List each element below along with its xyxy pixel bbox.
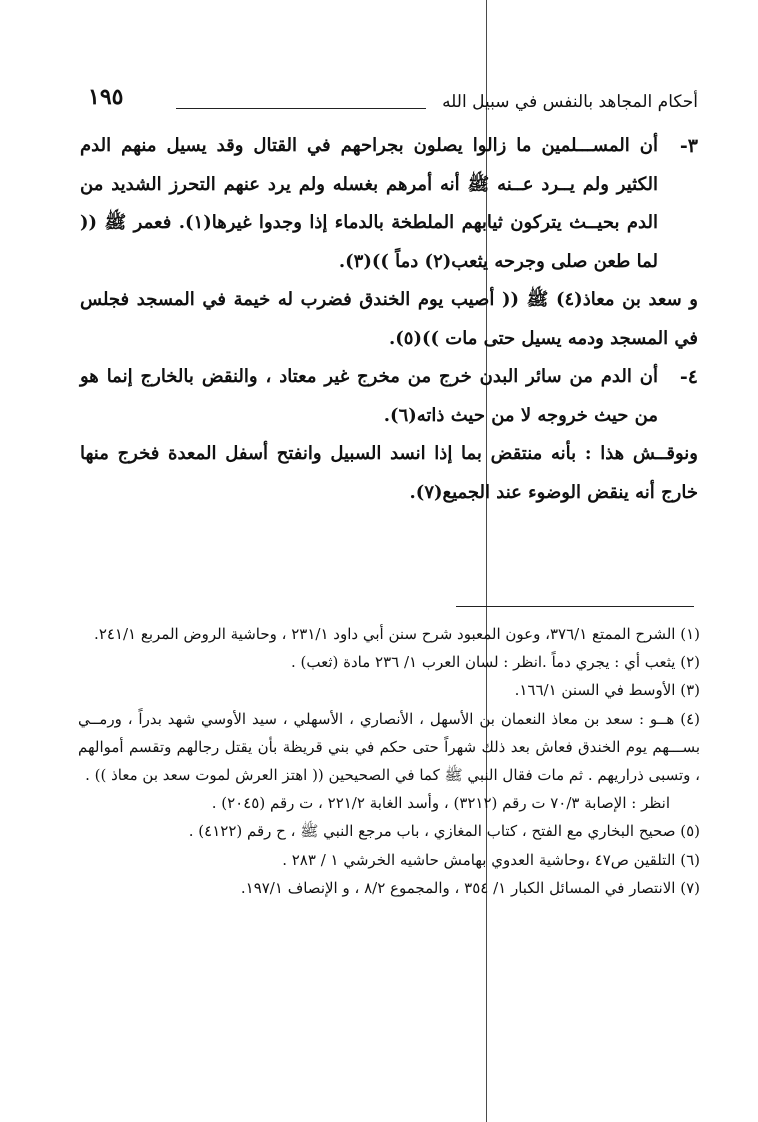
page-number: ١٩٥	[88, 84, 124, 110]
footnote-1: (١) الشرح الممتع ٣٧٦/١، وعون المعبود شرح سنن أبي داود ٢٣١/١ ، وحاشية الروض المربع ٢٤١/١.	[94, 625, 700, 643]
page-header	[88, 84, 698, 118]
header-rule	[176, 108, 426, 109]
footnote-3: (٣) الأوسط في السنن ١٦٦/١.	[514, 681, 700, 700]
footnote-4-reference: انظر : الإصابة ٧٠/٣ ت رقم (٣٢١٢) ، وأسد الغابة ٢٢١/٢ ، ت رقم (٢٠٤٥) .	[211, 794, 670, 813]
footnote-6: (٦) التلقين ص٤٧ ،وحاشية العدوي بهامش حاشيه الخرشي ١ / ٢٨٣ .	[282, 850, 700, 869]
main-text	[80, 127, 698, 512]
footnote-4: (٤) هــو : سعد بن معاذ النعمان بن الأسهل ، الأنصاري ، الأسهلي ، سيد الأوسي شهد بدراً ، ورمــي بســـهم يوم الخندق فعاش بعد ذلك شهراً حتى حكم في بني قريظة بأن يقتل رجالهم وتقسم أموالهم ، وتسبى ذراريهم . ثم مات فقال النبي ﷺ كما في الصحيحين (( اهتز العرش لموت سعد بن معاذ )) .	[78, 709, 700, 785]
footnote-2: (٢) يثعب أي : يجري دماً .انظر : لسان العرب ١/ ٢٣٦ مادة (ثعب) .	[290, 653, 700, 672]
item-text: أن المســـلمين ما زالوا يصلون بجراحهم في القتال وقد يسيل منهم الدم الكثير ولم يــرد عــنه ﷺ أنه أمرهم بغسله ولم يرد عنهم التحرز الشديد من الدم بحيــث يتركون ثيابهم الملطخة بالدماء إذا وجدوا غيرها(١). فعمر ﷺ (( لما طعن صلى وجرحه يثعب(٢) دماً ))(٣).	[80, 135, 658, 272]
list-item-4	[80, 358, 698, 435]
paragraph-saad: و سعد بن معاذ(٤) ﷺ (( أصيب يوم الخندق فضرب له خيمة في المسجد فجلس في المسجد ودمه يسيل حتى مات ))(٥).	[80, 289, 698, 349]
footnote-5: (٥) صحيح البخاري مع الفتح ، كتاب المغازي ، باب مرجع النبي ﷺ ، ح رقم (٤١٢٢) .	[188, 822, 700, 841]
footnote-separator	[456, 606, 694, 607]
paragraph-objection: ونوقــش هذا : بأنه منتقض بما إذا انسد السبيل وانفتح أسفل المعدة فخرج منها خارج أنه ينقض الوضوء عند الجميع(٧).	[80, 443, 698, 503]
item-number: ٣-	[679, 135, 698, 157]
list-item-3	[80, 127, 698, 281]
item-text: أن الدم من سائر البدن خرج من مخرج غير معتاد ، والنقض بالخارج إنما هو من حيث خروجه لا من حيث ذاته(٦).	[80, 366, 658, 426]
footnotes	[78, 620, 700, 902]
running-title: أحكام المجاهد بالنفس في سبيل الله	[442, 92, 698, 112]
footnote-7: (٧) الانتصار في المسائل الكبار ١/ ٣٥٤ ، والمجموع ٨/٢ ، و الإنصاف ١٩٧/١.	[240, 878, 700, 897]
item-number: ٤-	[679, 366, 698, 388]
